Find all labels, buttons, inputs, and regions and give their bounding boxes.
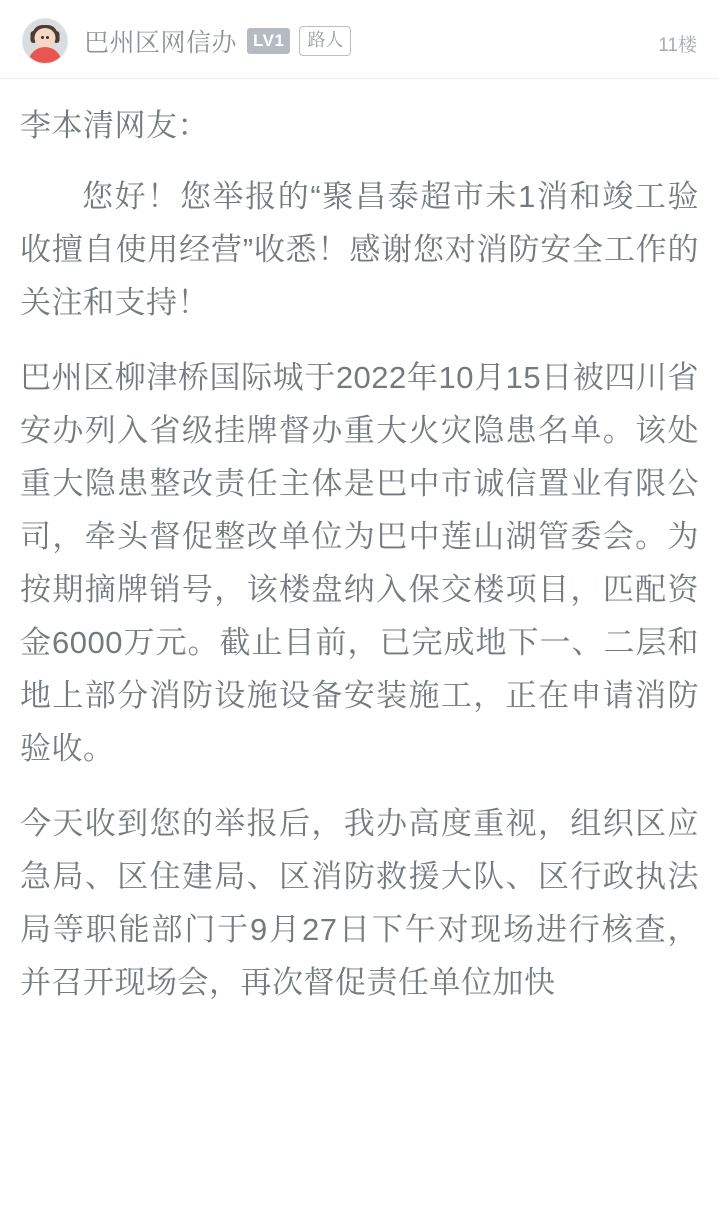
post-paragraph-3: 今天收到您的举报后，我办高度重视，组织区应急局、区住建局、区消防救援大队、区行政执法局等职能部门于9月27日下午对现场进行核查，并召开现场会，再次督促责任单位加快 xyxy=(20,806,699,1000)
user-role-badge: 路人 xyxy=(299,26,351,56)
post-body xyxy=(0,79,719,1009)
avatar-body xyxy=(28,47,62,64)
post-floor-number: 11楼 xyxy=(658,35,697,56)
post-header xyxy=(0,0,719,78)
user-level-badge: LV1 xyxy=(247,28,290,54)
avatar-eye-right xyxy=(46,36,49,39)
post-paragraph-2: 巴州区柳津桥国际城于2022年10月15日被四川省安办列入省级挂牌督办重大火灾隐患名单。该处重大隐患整改责任主体是巴中市诚信置业有限公司，牵头督促整改单位为巴中莲山湖管委会。为按期摘牌销号，该楼盘纳入保交楼项目，匹配资金6000万元。截止目前，已完成地下一、二层和地上部分消防设施设备安装施工，正在申请消防验收。 xyxy=(20,360,699,766)
post-paragraph-salutation: 李本清网友： xyxy=(20,108,209,143)
avatar-face xyxy=(35,28,56,48)
avatar-eye-left xyxy=(41,36,44,39)
post-paragraph-1: 您好！您举报的“聚昌泰超市未1消和竣工验收擅自使用经营”收悉！感谢您对消防安全工作的关注和支持！ xyxy=(20,179,699,320)
user-avatar-icon[interactable] xyxy=(22,18,68,64)
post-author-name[interactable]: 巴州区网信办 xyxy=(84,29,238,57)
